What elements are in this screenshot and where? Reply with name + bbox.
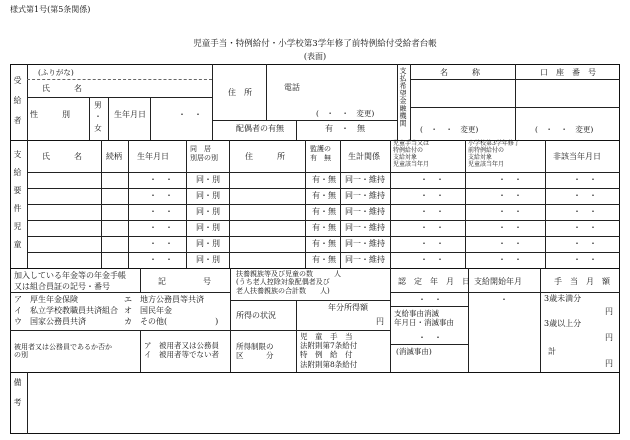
children-section-label: 支給要件児童 <box>13 150 22 258</box>
bank-name-change-date[interactable]: ( ・ ・ 変更) <box>420 125 479 134</box>
bank-name-label: 名 称 <box>440 68 480 77</box>
income-limit-items[interactable]: 児 童 手 当 法附則第7条給付 特 例 給 付 法附則第8条給付 <box>300 332 358 369</box>
child-nonapp-date[interactable]: ・ ・ <box>573 175 597 184</box>
child-livelihood[interactable]: 同一・維持 <box>345 175 385 184</box>
total-label: 計 <box>548 347 556 356</box>
payment-start-label: 支給開始年月 <box>474 277 522 286</box>
extinction-reason[interactable]: (消滅事由) <box>396 347 432 356</box>
total-yen: 円 <box>605 359 613 368</box>
recipient-section-label: 受給者 <box>13 76 22 136</box>
child-nonapp-date[interactable]: ・ ・ <box>573 239 597 248</box>
address-label: 住 所 <box>228 88 252 97</box>
child-birth[interactable]: ・ ・ <box>149 255 173 264</box>
remarks-field[interactable] <box>28 373 618 432</box>
pension-bango: 号 <box>203 277 211 286</box>
child-livelihood[interactable]: 同一・維持 <box>345 207 385 216</box>
child-cohab[interactable]: 同・別 <box>196 207 220 216</box>
birth-date-label: 生年月日 <box>114 110 146 119</box>
sex-options[interactable]: 男・女 <box>93 101 103 136</box>
child-livelihood[interactable]: 同一・維持 <box>345 223 385 232</box>
child-nonapp-date[interactable]: ・ ・ <box>573 191 597 200</box>
bank-section-label: 支払希望金融機関 <box>399 67 407 127</box>
col-child-birth: 生年月日 <box>137 152 169 161</box>
under3-label: 3歳未満分 <box>544 294 582 303</box>
income-limit-label: 所得制限の 区 分 <box>236 342 274 361</box>
child-cohab[interactable]: 同・別 <box>196 223 220 232</box>
child-custody[interactable]: 有・無 <box>312 223 336 232</box>
account-number-label: 口 座 番 号 <box>540 68 596 77</box>
address-change-date[interactable]: ( ・ ・ 変更) <box>316 109 375 118</box>
child-nonapp-date[interactable]: ・ ・ <box>573 207 597 216</box>
page-title: 児童手当・特例給付・小学校第3学年修了前特例給付受給者台帳 <box>193 39 437 49</box>
child-allowance-date[interactable]: ・ ・ <box>420 255 444 264</box>
col-nonapplicable-date: 非該当年月日 <box>553 152 601 161</box>
col-grade3-month: 小学校第3学年修了 前特例給付の 支給対象 児童該当年月 <box>468 140 520 168</box>
child-livelihood[interactable]: 同一・維持 <box>345 191 385 200</box>
child-livelihood[interactable]: 同一・維持 <box>345 255 385 264</box>
pension-kigo: 記 <box>158 277 166 286</box>
extinction-label: 支給事由消滅 年月日・消滅事由 <box>394 309 454 328</box>
income-yen: 円 <box>376 317 384 326</box>
child-grade3-date[interactable]: ・ ・ <box>498 255 522 264</box>
col-livelihood: 生計関係 <box>348 152 380 161</box>
approval-date-value[interactable]: ・ ・ <box>418 295 442 304</box>
birth-date-value[interactable]: ・ ・ <box>178 110 202 119</box>
child-birth[interactable]: ・ ・ <box>149 239 173 248</box>
child-nonapp-date[interactable]: ・ ・ <box>573 255 597 264</box>
col-child-address: 住 所 <box>245 152 285 161</box>
child-livelihood[interactable]: 同一・維持 <box>345 239 385 248</box>
child-birth[interactable]: ・ ・ <box>149 191 173 200</box>
approval-date-label: 認 定 年 月 日 <box>398 277 470 286</box>
col-custody: 監護の 有 無 <box>310 145 331 162</box>
form-number: 様式第1号(第5条関係) <box>10 5 91 14</box>
child-custody[interactable]: 有・無 <box>312 191 336 200</box>
child-nonapp-date[interactable]: ・ ・ <box>573 223 597 232</box>
child-cohab[interactable]: 同・別 <box>196 239 220 248</box>
pension-item-a[interactable]: ア 厚生年金保険 <box>14 295 78 304</box>
child-custody[interactable]: 有・無 <box>312 207 336 216</box>
income-status-label: 所得の状況 <box>236 311 276 320</box>
child-allowance-date[interactable]: ・ ・ <box>420 207 444 216</box>
annual-income-label: 年分所得額 <box>328 303 368 312</box>
col-child-name: 氏 名 <box>42 152 82 161</box>
civil-servant-options[interactable]: ア 被用者又は公務員 イ 被用者等でない者 <box>144 341 219 360</box>
child-grade3-date[interactable]: ・ ・ <box>498 239 522 248</box>
child-birth[interactable]: ・ ・ <box>149 223 173 232</box>
over3-yen: 円 <box>605 333 613 342</box>
child-allowance-date[interactable]: ・ ・ <box>420 191 444 200</box>
account-change-date[interactable]: ( ・ ・ 変更) <box>535 125 594 134</box>
child-cohab[interactable]: 同・別 <box>196 191 220 200</box>
col-cohabitation: 同 居 別居の別 <box>190 145 218 162</box>
under3-yen: 円 <box>605 307 613 316</box>
child-grade3-date[interactable]: ・ ・ <box>498 191 522 200</box>
child-allowance-date[interactable]: ・ ・ <box>420 175 444 184</box>
extinction-date-value[interactable]: ・ ・ <box>418 333 442 342</box>
pension-item-u[interactable]: ウ 国家公務員共済 <box>14 317 86 326</box>
furigana-label: (ふりがな) <box>38 68 74 77</box>
phone-label: 電話 <box>284 83 300 92</box>
child-grade3-date[interactable]: ・ ・ <box>498 175 522 184</box>
pension-item-o[interactable]: オ 国民年金 <box>124 306 172 315</box>
over3-label: 3歳以上分 <box>544 319 582 328</box>
child-custody[interactable]: 有・無 <box>312 255 336 264</box>
civil-servant-question: 被用者又は公務員であるか否かの別 <box>14 343 112 360</box>
pension-label-2: 又は組合員証の記号・番号 <box>14 282 110 291</box>
child-grade3-date[interactable]: ・ ・ <box>498 223 522 232</box>
child-cohab[interactable]: 同・別 <box>196 175 220 184</box>
col-relationship: 続柄 <box>106 152 122 161</box>
pension-label-1: 加入している年金等の年金手帳 <box>14 271 126 280</box>
spouse-label: 配偶者の有無 <box>236 124 284 133</box>
payment-start-value[interactable]: ・ <box>500 295 508 304</box>
child-allowance-date[interactable]: ・ ・ <box>420 239 444 248</box>
child-birth[interactable]: ・ ・ <box>149 207 173 216</box>
monthly-allowance-label: 手 当 月 額 <box>554 277 610 286</box>
child-allowance-date[interactable]: ・ ・ <box>420 223 444 232</box>
child-cohab[interactable]: 同・別 <box>196 255 220 264</box>
child-custody[interactable]: 有・無 <box>312 239 336 248</box>
child-birth[interactable]: ・ ・ <box>149 175 173 184</box>
child-custody[interactable]: 有・無 <box>312 175 336 184</box>
recipient-name-label: 氏 名 <box>42 84 82 93</box>
pension-item-i[interactable]: イ 私立学校教職員共済組合 <box>14 306 118 315</box>
dependents-count[interactable]: 扶養親族等及び児童の数 人 (うち老人控除対象配偶者及び 老人扶養親族の合計数 人) <box>236 270 341 295</box>
col-allowance-month: 児童手当又は 特例給付の 支給対象 児童該当年月 <box>393 140 430 168</box>
child-grade3-date[interactable]: ・ ・ <box>498 207 522 216</box>
spouse-value[interactable]: 有 ・ 無 <box>325 124 365 133</box>
remarks-label: 備考 <box>13 378 22 418</box>
page-subtitle: (表面) <box>303 52 327 61</box>
sex-label: 性 別 <box>30 110 70 119</box>
pension-item-e[interactable]: エ 地方公務員等共済 <box>124 295 204 304</box>
pension-item-ka[interactable]: カ その他( ) <box>124 317 219 326</box>
